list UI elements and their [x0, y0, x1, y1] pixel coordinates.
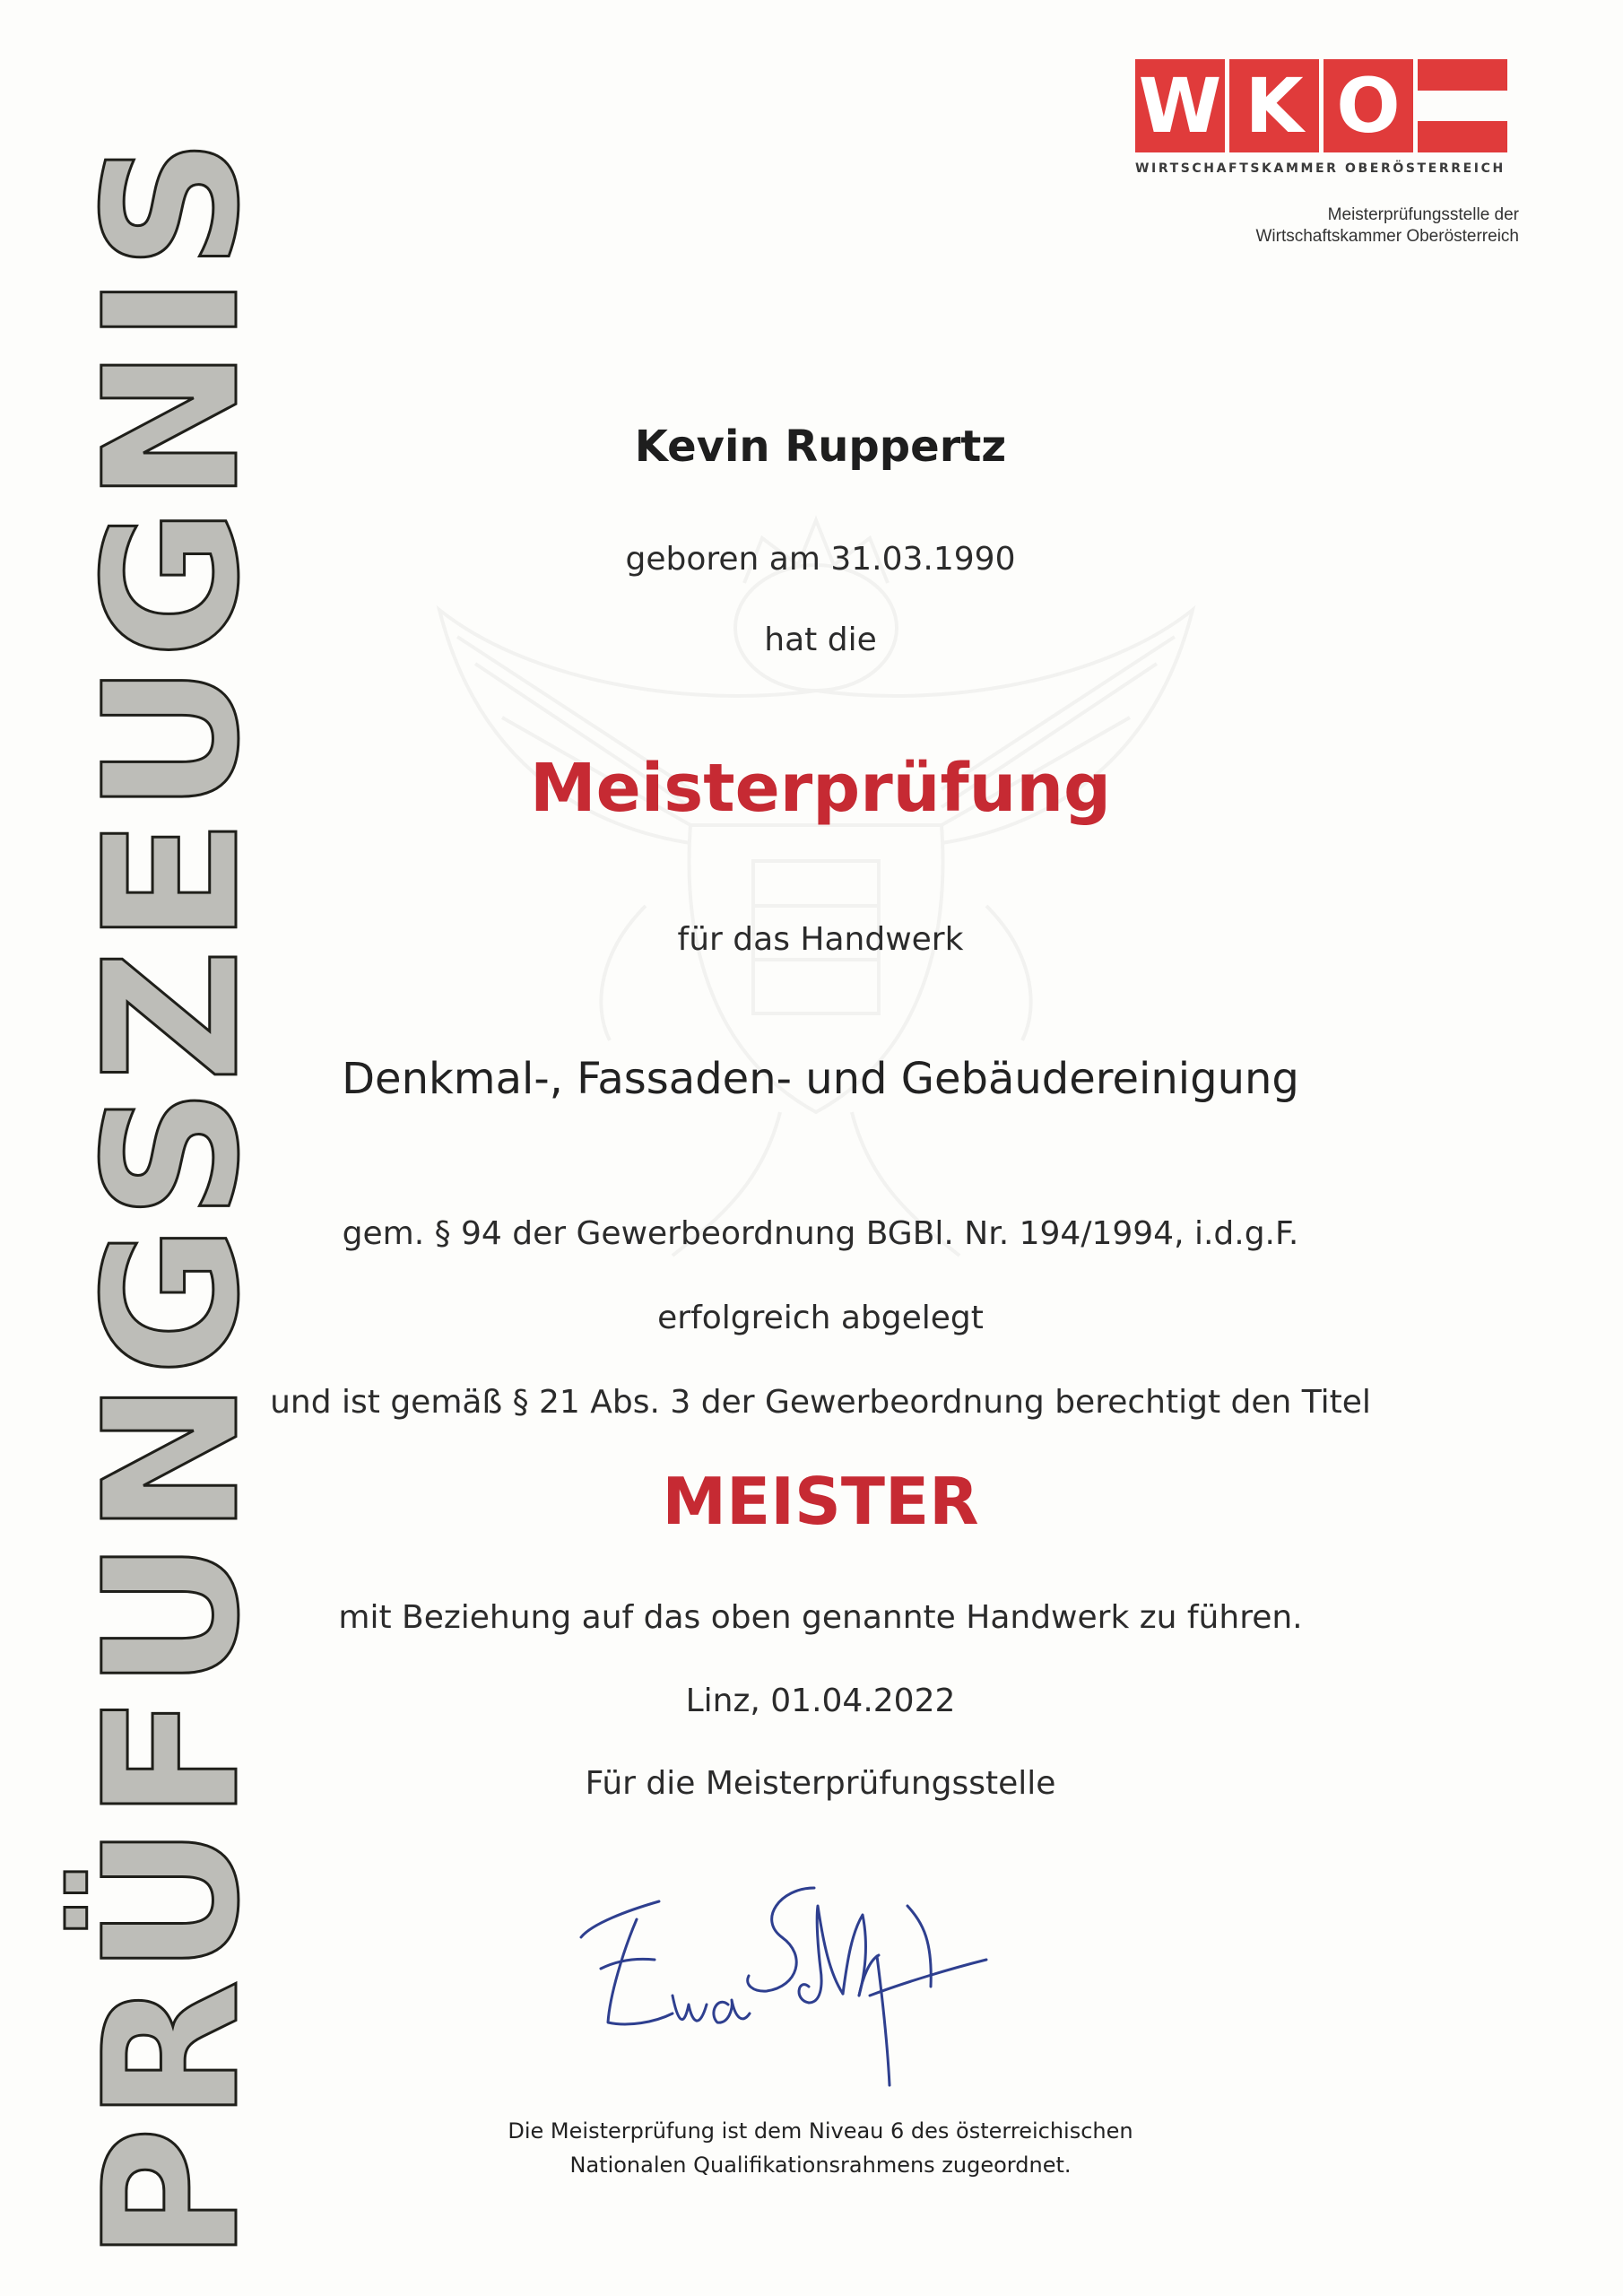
recipient-name: Kevin Ruppertz — [634, 422, 1007, 472]
wko-logo — [1135, 59, 1519, 176]
entitlement-text: und ist gemäß § 21 Abs. 3 der Gewerbeordnung berechtigt den Titel — [270, 1384, 1371, 1421]
eagle-watermark-icon — [421, 484, 1211, 1292]
has-text: hat die — [764, 622, 877, 658]
austrian-flag-icon — [1418, 59, 1507, 152]
footnote-line-1: Die Meisterprüfung ist dem Niveau 6 des österreichischen — [508, 2118, 1133, 2144]
issuing-office — [1255, 204, 1519, 248]
for-trade-text: für das Handwerk — [677, 921, 964, 958]
birth-date: geboren am 31.03.1990 — [625, 541, 1016, 578]
side-title: PRÜFUNGSZEUGNIS — [65, 133, 280, 2262]
logo-letter-o: O — [1324, 59, 1413, 152]
side-title-band — [65, 133, 280, 2262]
issuer-line-2: Wirtschaftskammer Oberösterreich — [1255, 227, 1519, 246]
trade-name: Denkmal-, Fassaden- und Gebäudereinigung — [342, 1054, 1299, 1104]
legal-basis: gem. § 94 der Gewerbeordnung BGBl. Nr. 194/1994, i.d.g.F. — [342, 1215, 1299, 1252]
qualification-footnote — [269, 2114, 1372, 2182]
logo-subtitle: WIRTSCHAFTSKAMMER OBERÖSTERREICH — [1135, 161, 1506, 176]
handwritten-signature — [574, 1870, 1022, 2094]
passed-text: erfolgreich abgelegt — [657, 1300, 984, 1336]
footnote-line-2: Nationalen Qualifikationsrahmens zugeordnet. — [569, 2152, 1072, 2178]
logo-letter-w: W — [1135, 59, 1225, 152]
logo-letter-k: K — [1229, 59, 1319, 152]
professional-title: MEISTER — [662, 1464, 979, 1539]
scope-text: mit Beziehung auf das oben genannte Handwerk zu führen. — [338, 1599, 1303, 1636]
place-date: Linz, 01.04.2022 — [685, 1683, 956, 1719]
exam-title: Meisterprüfung — [530, 750, 1111, 827]
signatory-line: Für die Meisterprüfungsstelle — [585, 1765, 1056, 1802]
issuer-line-1: Meisterprüfungsstelle der — [1327, 205, 1519, 224]
